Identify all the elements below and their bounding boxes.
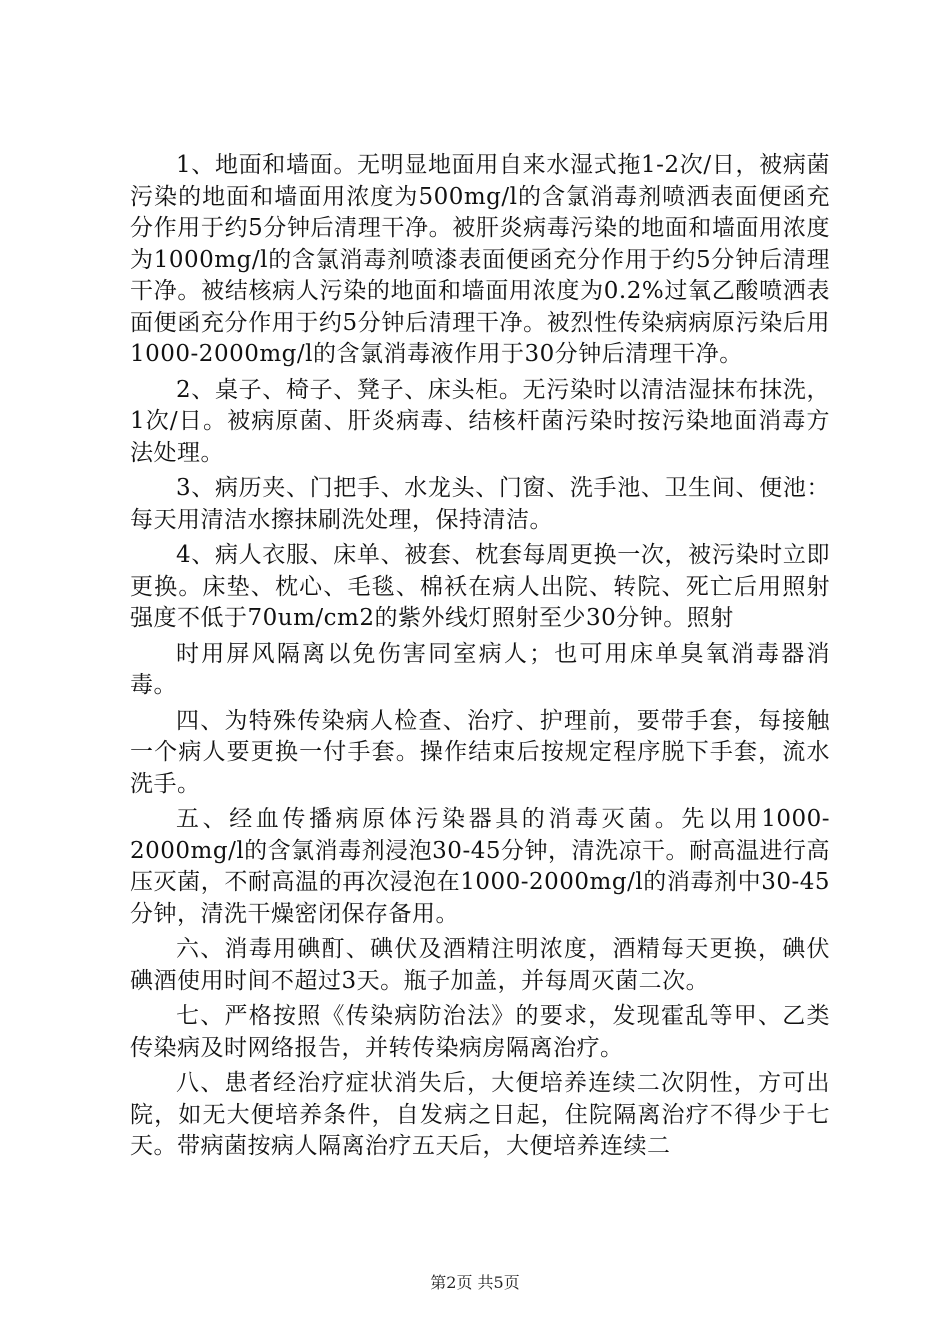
paragraph-section-8: 八、患者经治疗症状消失后，大便培养连续二次阴性，方可出院，如无大便培养条件，自发病之日起，住院隔离治疗不得少于七天。带病菌按病人隔离治疗五天后，大便培养连续二 xyxy=(130,1070,830,1159)
paragraph-section-5: 五、经血传播病原体污染器具的消毒灭菌。先以用1000-2000mg/l的含氯消毒剂浸泡30-45分钟，清洗凉干。耐高温进行高压灭菌，不耐高温的再次浸泡在1000-2000mg/l的消毒剂中30-45分钟，清洗干燥密闭保存备用。 xyxy=(130,806,830,927)
paragraph-2: 2、桌子、椅子、凳子、床头柜。无污染时以清洁湿抹布抹洗，1次/日。被病原菌、肝炎病毒、结核杆菌污染时按污染地面消毒方法处理。 xyxy=(130,376,830,466)
paragraph-section-7: 七、严格按照《传染病防治法》的要求，发现霍乱等甲、乙类传染病及时网络报告，并转传染病房隔离治疗。 xyxy=(130,1003,830,1061)
paragraph-section-6: 六、消毒用碘酊、碘伏及酒精注明浓度，酒精每天更换，碘伏碘酒使用时间不超过3天。瓶子加盖，并每周灭菌二次。 xyxy=(130,936,830,994)
paragraph-4-continued: 时用屏风隔离以免伤害同室病人；也可用床单臭氧消毒器消毒。 xyxy=(130,640,830,698)
paragraph-1: 1、地面和墙面。无明显地面用自来水湿式拖1-2次/日，被病菌污染的地面和墙面用浓度为500mg/l的含氯消毒剂喷洒表面便函充分作用于约5分钟后清理干净。被肝炎病毒污染的地面和墙面用浓度为1000mg/l的含氯消毒剂喷漆表面便函充分作用于约5分钟后清理干净。被结核病人污染的地面和墙面用浓度为0.2%过氧乙酸喷洒表面便函充分作用于约5分钟后清理干净。被烈性传染病病原污染后用1000-2000mg/l的含氯消毒液作用于30分钟后清理干净。 xyxy=(130,152,830,367)
page-footer: 第2页 共5页 xyxy=(430,1273,520,1292)
paragraph-4: 4、病人衣服、床单、被套、枕套每周更换一次，被污染时立即更换。床垫、枕心、毛毯、棉袄在病人出院、转院、死亡后用照射强度不低于70um/cm2的紫外线灯照射至少30分钟。照射 xyxy=(130,542,830,631)
document-body xyxy=(130,150,830,1167)
paragraph-section-4: 四、为特殊传染病人检查、治疗、护理前，要带手套，每接触一个病人要更换一付手套。操作结束后按规定程序脱下手套，流水洗手。 xyxy=(130,707,830,797)
paragraph-3: 3、病历夹、门把手、水龙头、门窗、洗手池、卫生间、便池：每天用清洁水擦抹刷洗处理，保持清洁。 xyxy=(130,475,830,533)
